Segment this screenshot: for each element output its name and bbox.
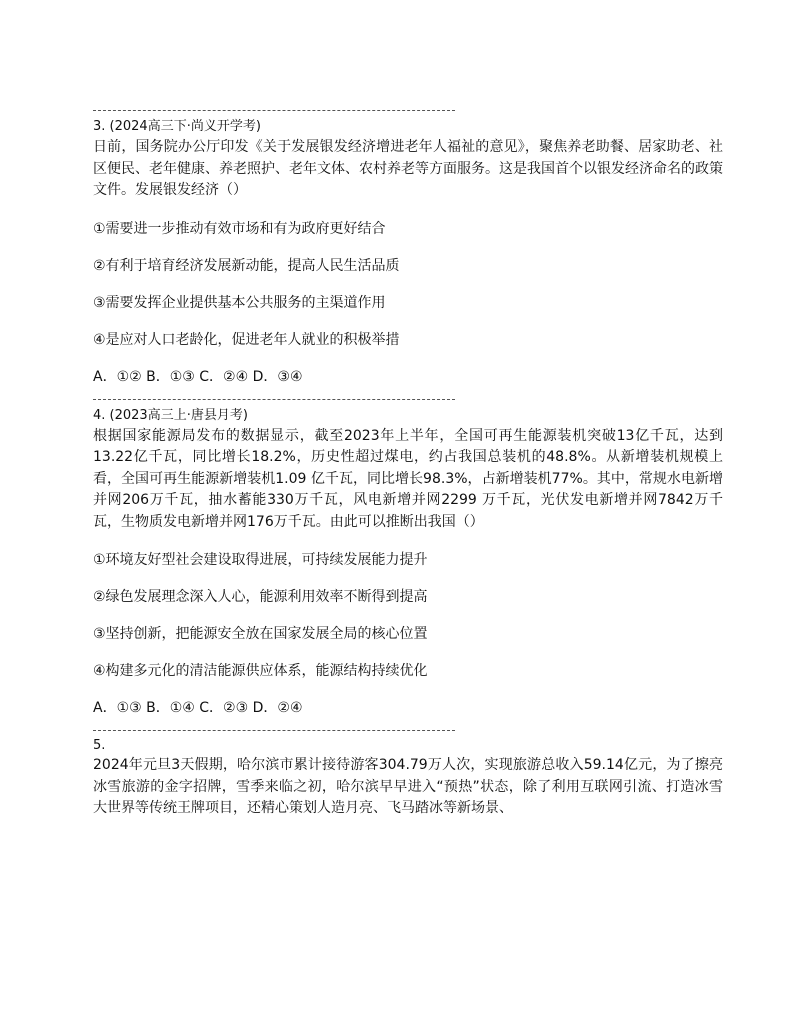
separator-line [93, 110, 455, 111]
question-source: 4. (2023高三上·唐县月考) [93, 407, 248, 423]
question-source: 3. (2024高三下·尚义开学考) [93, 119, 261, 134]
document-page [93, 110, 723, 832]
question-3 [93, 110, 723, 387]
statement-option: ①环境友好型社会建设取得进展，可持续发展能力提升 [93, 552, 428, 568]
question-number: 5. [93, 738, 106, 753]
statement-option: ①需要进一步推动有效市场和有为政府更好结合 [93, 220, 386, 237]
question-stem: 根据国家能源局发布的数据显示，截至2023年上半年，全国可再生能源装机突破13亿千瓦，达到13.22亿千瓦，同比增长18.2%，历史性超过煤电，约占我国总装机的48.8%。从新增装机规模上看，全国可再生能源新增装机1.09 亿千瓦，同比增长98.3%，占新增装机77%。其中，常规水电新增并网206万千瓦，抽水蓄能330万千瓦，风电新增并网2299 万千瓦，光伏发电新增并网7842万千瓦，生物质发电新增并网176万千瓦。由此可以推断出我国（） [93, 427, 723, 530]
question-stem: 日前，国务院办公厅印发《关于发展银发经济增进老年人福祉的意见》，聚焦养老助餐、居家助老、社区便民、老年健康、养老照护、老年文体、农村养老等方面服务。这是我国首个以银发经济命名的政策文件。发展银发经济（） [93, 139, 723, 198]
answer-choices: A．①② B．①③ C．②④ D．③④ [93, 368, 303, 385]
statement-option: ④构建多元化的清洁能源供应体系，能源结构持续优化 [93, 663, 428, 679]
answer-choices: A．①③ B．①④ C．②③ D．②④ [93, 700, 303, 716]
separator-line [93, 730, 455, 731]
question-stem: 2024年元旦3天假期，哈尔滨市累计接待游客304.79万人次，实现旅游总收入59.14亿元，为了擦亮冰雪旅游的金字招牌，雪季来临之初，哈尔滨早早进入“预热”状态，除了利用互联网引流、打造冰雪大世界等传统王牌项目，还精心策划人造月亮、飞马踏冰等新场景、 [93, 757, 723, 816]
question-4 [93, 399, 723, 719]
statement-option: ③坚持创新，把能源安全放在国家发展全局的核心位置 [93, 626, 428, 642]
question-5 [93, 730, 723, 820]
statement-option: ④是应对人口老龄化，促进老年人就业的积极举措 [93, 331, 400, 348]
statement-option: ②有利于培育经济发展新动能，提高人民生活品质 [93, 257, 400, 274]
separator-line [93, 399, 455, 400]
statement-option: ③需要发挥企业提供基本公共服务的主渠道作用 [93, 294, 386, 311]
statement-option: ②绿色发展理念深入人心，能源利用效率不断得到提高 [93, 589, 428, 605]
